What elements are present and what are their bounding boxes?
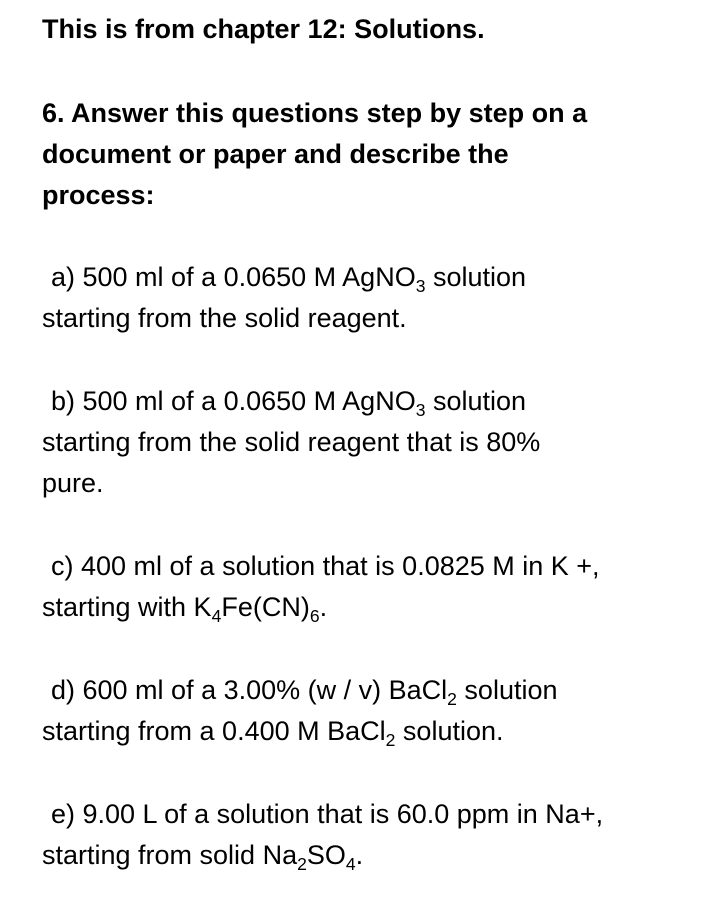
part-b-line-3: pure. (42, 468, 104, 498)
part-c-line-2: starting with $K_4Fe(CN)_6$. (42, 592, 328, 627)
part-d-line-1: d) 600 ml of a 3.00% (w / v) BaCl$_2$ solution (51, 675, 558, 710)
chapter-heading: This is from chapter 12: Solutions. (42, 14, 485, 44)
part-a (42, 257, 702, 339)
part-a-line-1: a) 500 ml of a 0.0650 M AgNO$_3$ solution (51, 262, 527, 297)
part-e-line-2: starting from solid $Na_2SO_4$. (42, 840, 364, 875)
part-c-line-1: c) 400 ml of a solution that is 0.0825 M in K +, (51, 551, 600, 581)
part-b-line-1: b) 500 ml of a 0.0650 M AgNO$_3$ solution (51, 386, 527, 421)
question-line-1: 6. Answer this questions step by step on a (42, 98, 588, 128)
question-line-3: process: (42, 180, 155, 210)
part-d-line-2: starting from a 0.400 M BaCl$_2$ solution. (42, 716, 504, 751)
part-e-line-1: e) 9.00 L of a solution that is 60.0 ppm in Na+, (51, 799, 604, 829)
part-c (42, 546, 702, 628)
part-e (42, 794, 702, 876)
part-d (42, 670, 702, 752)
part-b-line-2: starting from the solid reagent that is 80% (42, 427, 541, 457)
part-a-line-2: starting from the solid reagent. (42, 303, 407, 333)
part-b (42, 381, 702, 504)
question-line-2: document or paper and describe the (42, 139, 509, 169)
